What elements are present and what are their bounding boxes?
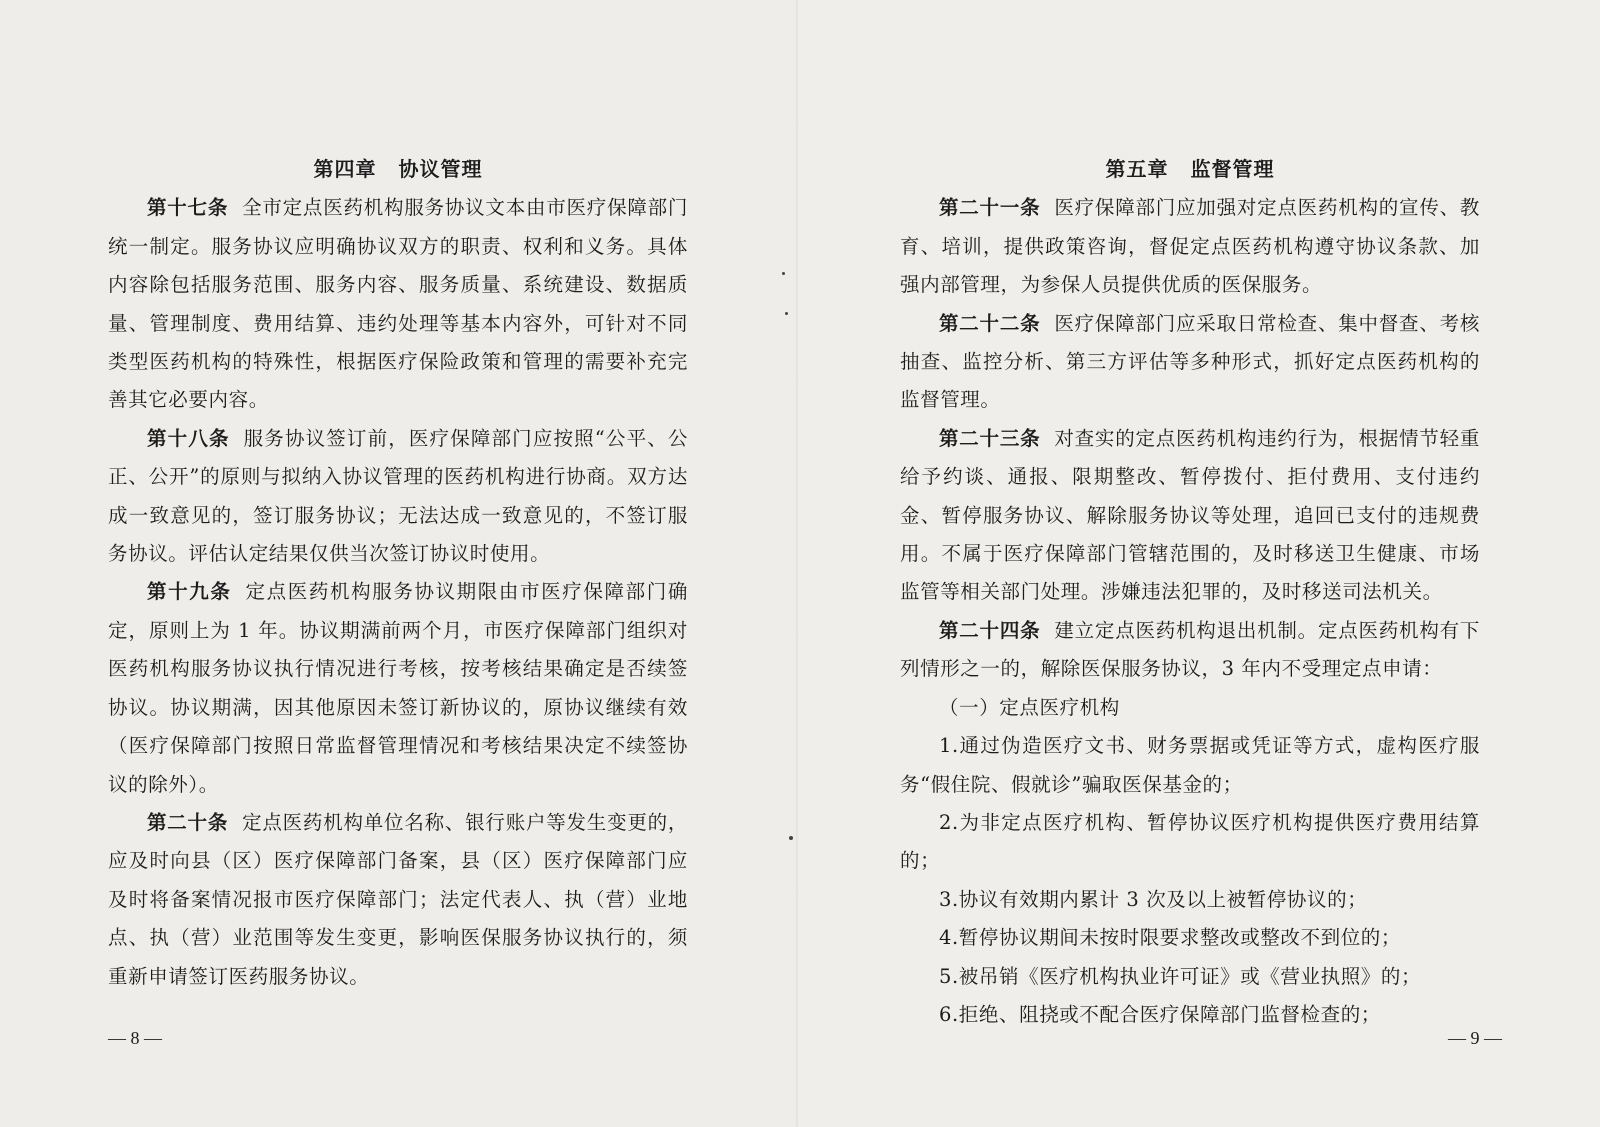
article-label: 第十九条 [147,580,232,604]
article-label: 第二十四条 [939,618,1041,642]
article-label: 第二十一条 [939,196,1041,220]
article-paragraph [108,420,688,574]
article-paragraph [900,305,1480,420]
article-paragraph [108,804,688,996]
chapter-title: 监督管理 [1190,157,1275,181]
article-label: 第二十二条 [939,311,1041,335]
page-number: — 9 — [1448,1028,1502,1048]
list-item: 3.协议有效期内累计 3 次及以上被暂停协议的； [939,887,1368,911]
scan-speck [785,312,788,315]
article-text: 建立定点医药机构退出机制。定点医药机构有下列情形之一的，解除医保服务协议，3 年内不受理定点申请： [900,618,1480,681]
article-paragraph [900,189,1480,304]
chapter-number: 第四章 [313,157,377,181]
subheading: （一）定点医疗机构 [939,695,1120,719]
article-paragraph [108,573,688,803]
article-text: 对查实的定点医药机构违约行为，根据情节轻重给予约谈、通报、限期整改、暂停拨付、拒付费用、支付违约金、暂停服务协议、解除服务协议等处理，追回已支付的违规费用。不属于医疗保障部门管辖范围的，及时移送卫生健康、市场监管等相关部门处理。涉嫌违法犯罪的，及时移送司法机关。 [900,426,1480,604]
article-text: 医疗保障部门应采取日常检查、集中督查、考核抽查、监控分析、第三方评估等多种形式，抓好定点医药机构的监督管理。 [900,311,1480,412]
article-text: 定点医药机构服务协议期限由市医疗保障部门确定，原则上为 1 年。协议期满前两个月，市医疗保障部门组织对医药机构服务协议执行情况进行考核，按考核结果确定是否续签协议。协议期满，因其他原因未签订新协议的，原协议继续有效（医疗保障部门按照日常监督管理情况和考核结果决定不续签协议的除外）。 [108,580,688,796]
article-paragraph [108,189,688,419]
right-column [900,150,1480,1034]
article-label: 第二十条 [147,810,229,834]
chapter-title: 协议管理 [398,157,483,181]
scan-speck [782,272,785,275]
chapter-heading [108,150,688,188]
list-item: 1.通过伪造医疗文书、财务票据或凭证等方式，虚构医疗服务“假住院、假就诊”骗取医保基金的； [900,734,1480,796]
right-page [800,0,1600,1127]
list-item: 4.暂停协议期间未按时限要求整改或整改不到位的； [939,926,1402,950]
left-column [108,150,688,996]
list-item: 6.拒绝、阻挠或不配合医疗保障部门监督检查的； [939,1002,1381,1026]
list-item: 2.为非定点医疗机构、暂停协议医疗机构提供医疗费用结算的； [900,810,1480,873]
article-text: 定点医药机构单位名称、银行账户等发生变更的，应及时向县（区）医疗保障部门备案，县（区）医疗保障部门应及时将备案情况报市医疗保障部门；法定代表人、执（营）业地点、执（营）业范围等发生变更，影响医保服务协议执行的，须重新申请签订医药服务协议。 [108,810,688,988]
article-paragraph [900,420,1480,612]
article-label: 第十七条 [147,196,229,220]
list-item: 5.被吊销《医疗机构执业许可证》或《营业执照》的； [939,964,1422,988]
article-text: 医疗保障部门应加强对定点医药机构的宣传、教育、培训，提供政策咨询，督促定点医药机构遵守协议条款、加强内部管理，为参保人员提供优质的医保服务。 [900,196,1480,297]
article-label: 第二十三条 [939,426,1041,450]
chapter-number: 第五章 [1105,157,1169,181]
scan-speck [789,836,793,840]
article-text: 服务协议签订前，医疗保障部门应按照“公平、公正、公开”的原则与拟纳入协议管理的医药机构进行协商。双方达成一致意见的，签订服务协议；无法达成一致意见的，不签订服务协议。评估认定结果仅供当次签订协议时使用。 [108,426,689,566]
page-number: — 8 — [108,1028,162,1048]
chapter-heading [900,150,1480,188]
article-paragraph [900,612,1480,689]
article-label: 第十八条 [147,426,230,450]
article-text: 全市定点医药机构服务协议文本由市医疗保障部门统一制定。服务协议应明确协议双方的职责、权利和义务。具体内容除包括服务范围、服务内容、服务质量、系统建设、数据质量、管理制度、费用结算、违约处理等基本内容外，可针对不同类型医药机构的特殊性，根据医疗保险政策和管理的需要补充完善其它必要内容。 [108,196,688,412]
